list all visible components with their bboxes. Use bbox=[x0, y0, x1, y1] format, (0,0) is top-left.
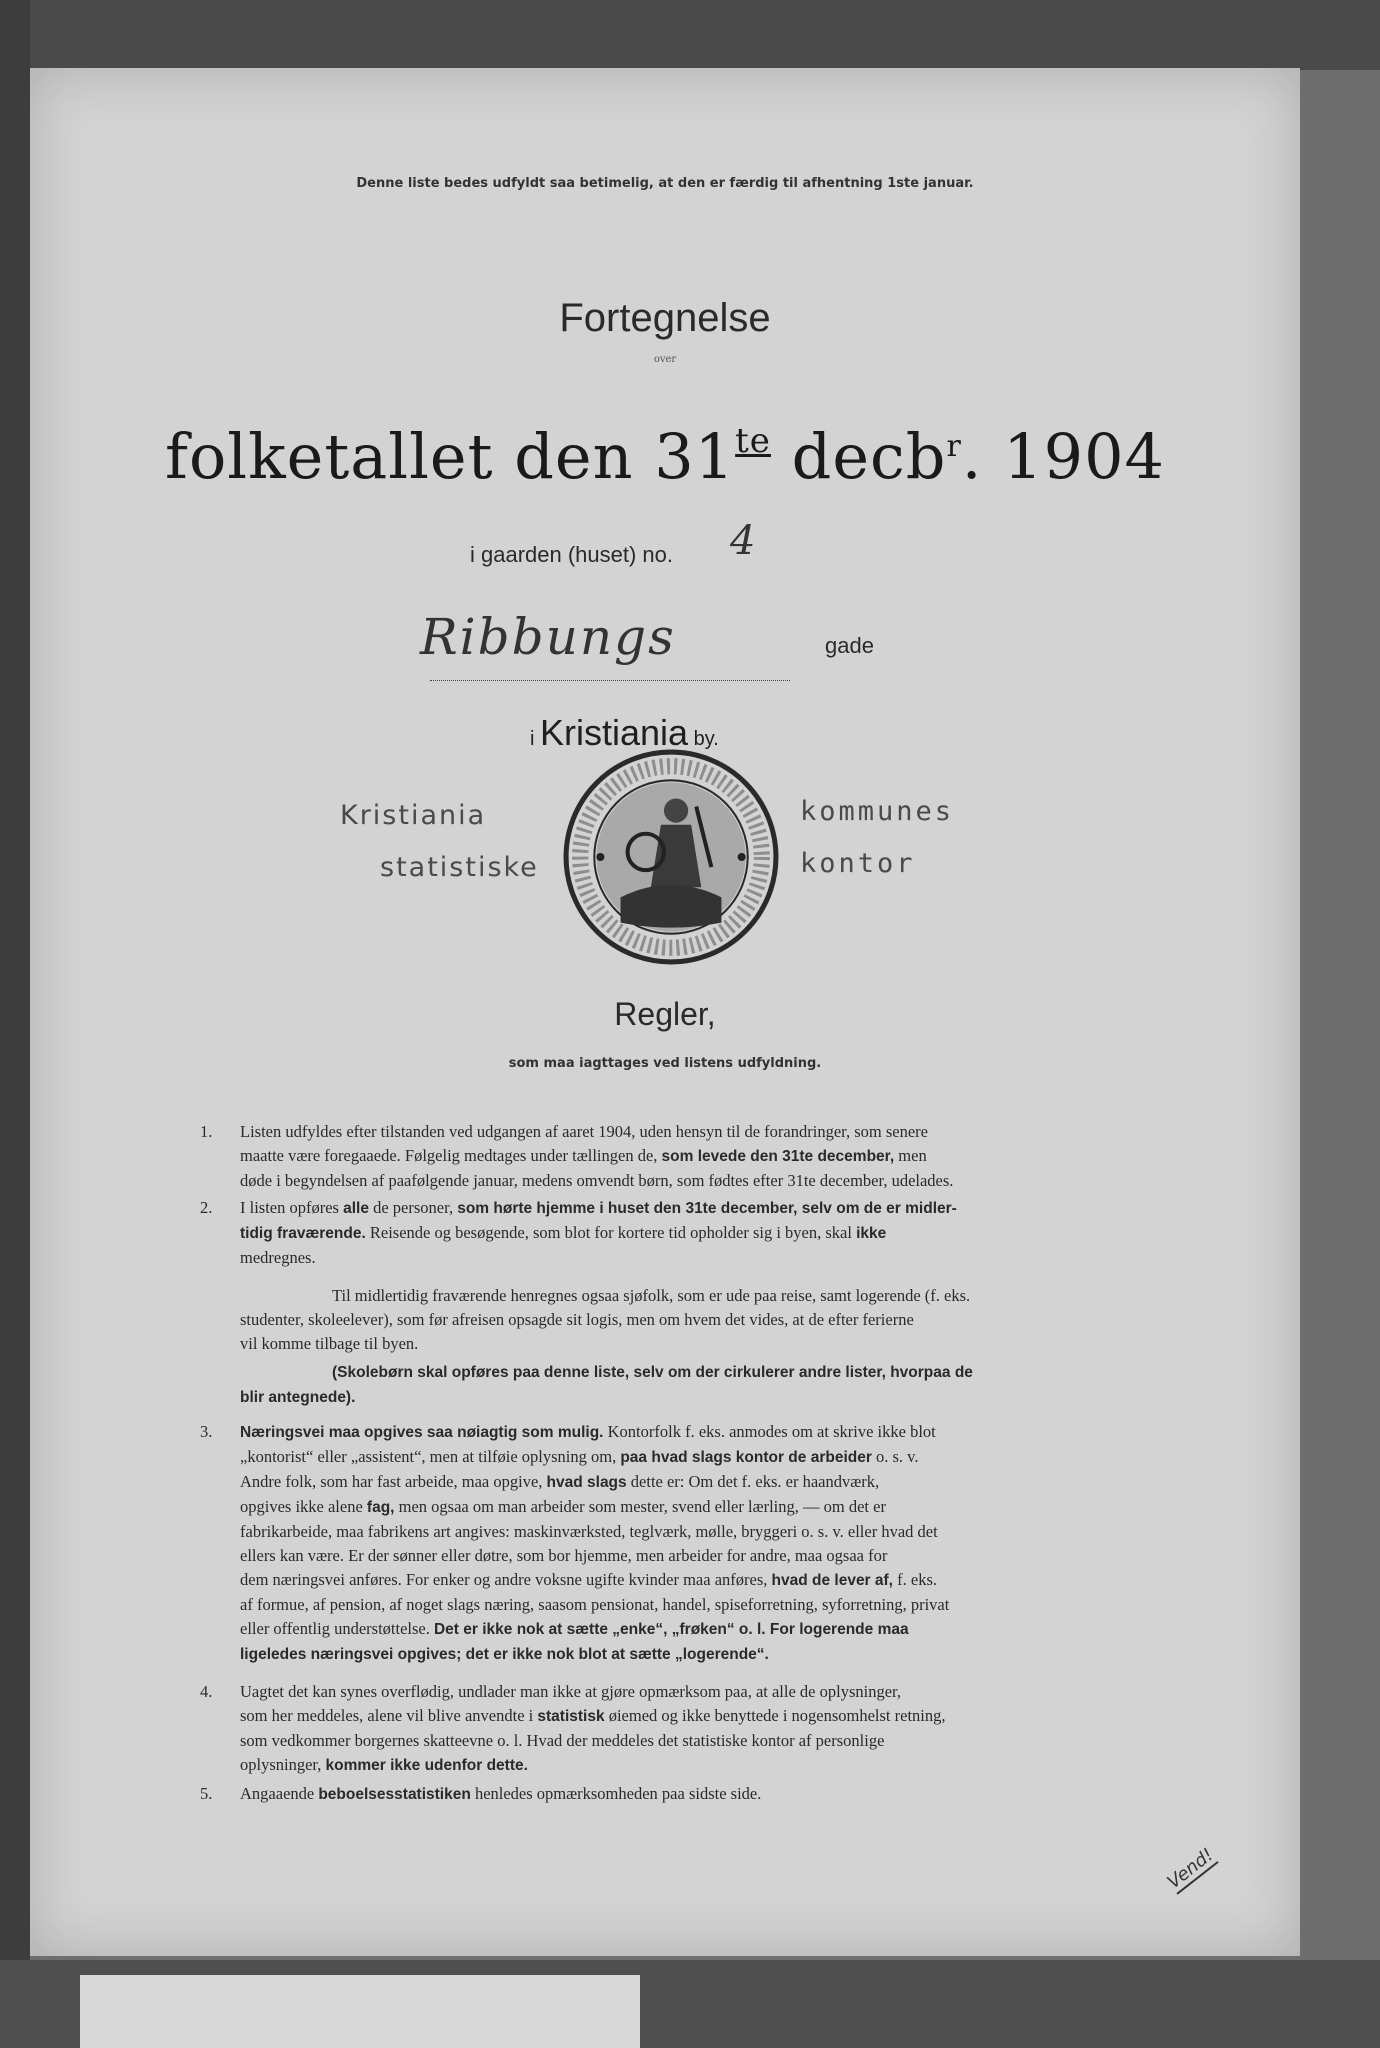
rule-5: 5. Angaaende beboelsesstatistiken henledes opmærksomheden paa sidste side. bbox=[200, 1784, 762, 1803]
rule-2-schoolchildren-note: (Skolebørn skal opføres paa denne liste, selv om der cirkulerer andre lister, hvorpaa de blir antegnede). bbox=[240, 1364, 973, 1406]
street-gade-label: gade bbox=[825, 633, 874, 658]
rules-heading: Regler, bbox=[614, 996, 716, 1032]
city-seal-icon bbox=[560, 746, 782, 968]
film-border-top bbox=[0, 0, 1380, 70]
turn-page-note: Vend! bbox=[1163, 1844, 1218, 1894]
stamp-text-statistiske: statistiske bbox=[380, 852, 539, 883]
form-title-over: over bbox=[653, 354, 677, 365]
rule-2: 2. I listen opføres alle de personer, som hørte hjemme i huset den 31te december, selv om de er midler- tidig fraværende. Reisende og besøgende, som blot for kortere tid opholder sig i byen, skal ikke medregnes. bbox=[200, 1198, 957, 1267]
rule-2-continuation: Til midlertidig fraværende henregnes ogsaa sjøfolk, som er ude paa reise, samt logerende (f. eks. studenter, skoleelever), som før afreisen opsagde sit logis, men om hvem det vides, at de efter ferierne vil komme tilbage til byen. bbox=[240, 1286, 971, 1353]
house-number-label: i gaarden (huset) no. bbox=[470, 542, 674, 567]
rule-3: 3. Næringsvei maa opgives saa nøiagtig som mulig. Kontorfolk f. eks. anmodes om at skrive ikke blot „kontorist“ eller „assistent“, men at tilføie oplysning om, paa hvad slags kontor de arbeider o. s. v. Andre folk, som har fast arbeide, maa opgive, hvad slags dette er: Om det f. eks. er haandværk, opgives ikke alene fag, men ogsaa om man arbeider som mester, svend eller lærling, — om det er fabrikarbeide, maa fabrikens art angives: maskinværksted, teglværk, mølle, bryggeri o. s. v. eller hvad det ellers kan være. Er der sønner eller døtre, som bor hjemme, men arbeider for andre, maa ogsaa for dem næringsvei anføres. For enker og andre voksne ugifte kvinder maa anføres, hvad de lever af, f. eks. af formue, af pension, af noget slags næring, saasom pensionat, handel, spiseforretning, syforretning, privat eller offentlig understøttelse. Det er ikke nok at sætte „enke“, „frøken“ o. l. For logerende maa ligeledes næringsvei opgives; det er ikke nok blot at sætte „logerende“. bbox=[200, 1422, 950, 1663]
film-light-patch bbox=[80, 1975, 640, 2048]
rule-4: 4. Uagtet det kan synes overflødig, undlader man ikke at gjøre opmærksom paa, at alle de oplysninger, som her meddeles, alene vil blive anvendte i statistisk øiemed og ikke benyttede i nogensomhelst retning, som vedkommer borgernes skatteevne o. l. Hvad der meddeles det statistiske kontor af personlige oplysninger, kommer ikke udenfor dette. bbox=[200, 1682, 946, 1774]
rules-subheading: som maa iagttages ved listens udfyldning. bbox=[508, 1056, 822, 1071]
census-form-page bbox=[30, 68, 1300, 1956]
main-title: folketallet den $31^{te}$ decb$^r$. 1904 bbox=[165, 420, 1165, 493]
street-dotted-line bbox=[430, 680, 790, 681]
header-note: Denne liste bedes udfyldt saa betimelig, at den er færdig til afhentning 1ste januar. bbox=[356, 176, 974, 191]
house-number-handwritten: 4 bbox=[730, 518, 756, 564]
street-name-handwritten: Ribbungs bbox=[420, 608, 676, 666]
stamp-text-kristiania: Kristiania bbox=[340, 800, 487, 831]
form-title-fortegnelse: Fortegnelse bbox=[559, 296, 771, 340]
film-border-left bbox=[0, 0, 30, 2048]
stamp-text-kommunes: kommunes bbox=[800, 796, 955, 827]
stamp-text-kontor: kontor bbox=[800, 848, 916, 879]
rule-1: 1. Listen udfyldes efter tilstanden ved udgangen af aaret 1904, uden hensyn til de forandringer, som senere maatte være foregaaede. Følgelig medtages under tællingen de, som levede den 31te december, men døde i begyndelsen af paafølgende januar, medens omvendt børn, som fødtes efter 31te december, udelades. bbox=[200, 1122, 954, 1190]
city-line: i Kristiania by. bbox=[530, 712, 719, 753]
